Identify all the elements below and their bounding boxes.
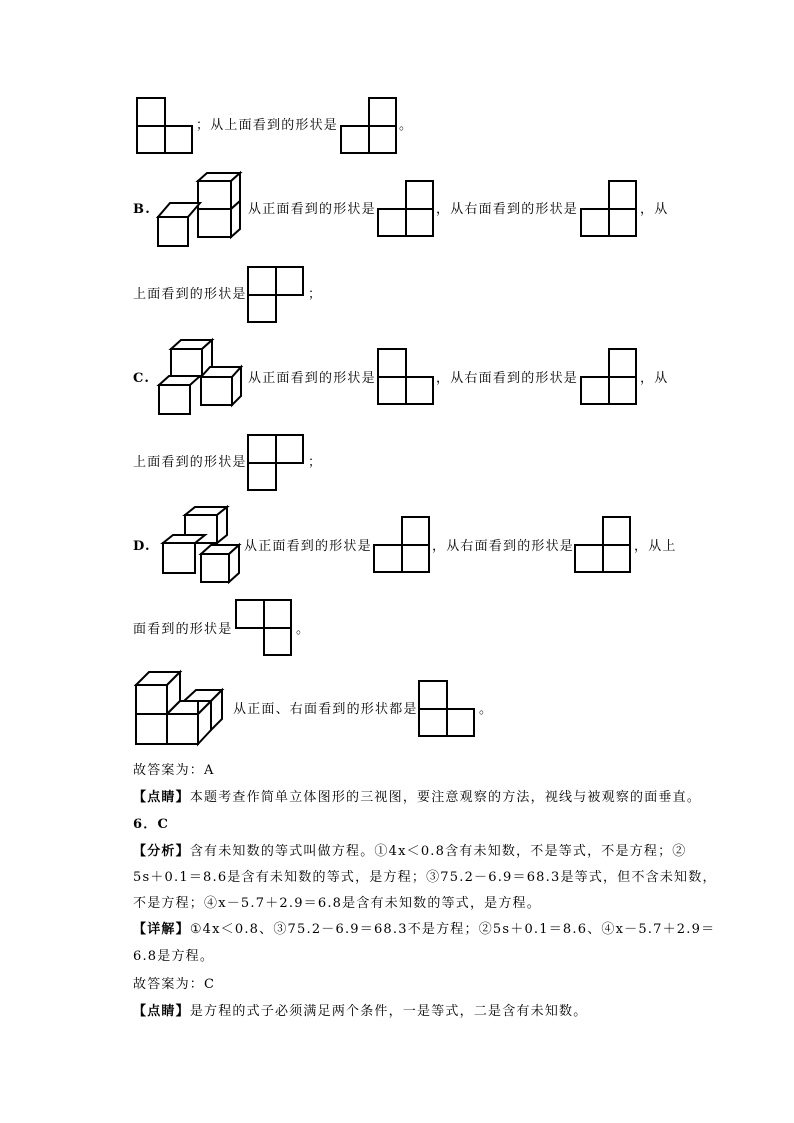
option-c-top-text: 上面看到的形状是: [133, 455, 247, 470]
comment-text: 本题考查作简单立体图形的三视图，要注意观察的方法，视线与被观察的面垂直。: [189, 790, 702, 805]
answer-line-2: 故答案为：C: [133, 977, 216, 992]
option-d-top-text: 面看到的形状是: [133, 622, 233, 637]
comment-paragraph-1: [133, 790, 701, 806]
final-shape-end-mark: 。: [479, 702, 494, 717]
comment-text: 是方程的式子必须满足两个条件，一是等式，二是含有未知数。: [189, 1004, 588, 1019]
option-a-top-view-text: ；从上面看到的形状是: [196, 118, 339, 133]
comment-tag: 【点睛】: [133, 1004, 190, 1019]
view-mirrored-l-icon: [377, 180, 435, 238]
option-c-tail: ，从: [640, 371, 669, 386]
detail-tag: 【详解】: [133, 922, 190, 937]
analysis-line-3: 不是方程；④x－5.7＋2.9＝6.8是含有未知数的等式，是方程。: [133, 896, 541, 911]
view-mirrored-l-icon: [580, 180, 638, 238]
comment-tag: 【点睛】: [133, 790, 190, 805]
option-d-front-text: 从正面看到的形状是: [244, 539, 372, 554]
detail-line-1: [133, 922, 715, 938]
option-d-label: D.: [133, 539, 151, 554]
detail-text-1: ①4x＜0.8、③75.2－6.9＝68.3不是方程；②5s＋0.1＝8.6、④x－5.7＋2.9＝: [189, 922, 716, 937]
option-c-front-text: 从正面看到的形状是: [248, 371, 376, 386]
analysis-text-1: 含有未知数的等式叫做方程。①4x＜0.8含有未知数，不是等式，不是方程；②: [189, 844, 687, 859]
view-mirrored-l-icon: [340, 97, 398, 155]
analysis-line-1: [133, 844, 687, 860]
option-b-right-text: ，从右面看到的形状是: [436, 202, 579, 217]
analysis-line-2: 5s＋0.1＝8.6是含有未知数的等式，是方程；③75.2－6.9＝68.3是等式，但不含未知数，: [133, 870, 717, 885]
view-l-shape-icon: [418, 680, 476, 738]
option-b-end-mark: ；: [308, 287, 323, 302]
view-l-shape-icon: [136, 97, 194, 155]
option-a-end-mark: 。: [399, 118, 414, 133]
option-b-top-text: 上面看到的形状是: [133, 287, 247, 302]
option-d-end-mark: 。: [296, 622, 311, 637]
view-mirrored-l-icon: [574, 516, 632, 574]
option-b-label: B.: [133, 202, 151, 217]
view-reversed-gamma-icon: [235, 599, 293, 657]
option-c-right-text: ，从右面看到的形状是: [436, 371, 579, 386]
cube-stack-b-icon: [155, 172, 245, 247]
answer-line-1: 故答案为：A: [133, 763, 215, 778]
detail-line-2: 6.8是方程。: [133, 949, 215, 964]
comment-paragraph-2: [133, 1004, 587, 1020]
option-c-label: C.: [133, 371, 151, 386]
view-l-shape-icon: [377, 348, 435, 406]
option-d-tail: ，从上: [634, 539, 677, 554]
question-6-answer: 6．C: [133, 817, 169, 832]
view-mirrored-l-icon: [373, 516, 431, 574]
view-mirrored-l-icon: [580, 348, 638, 406]
option-b-tail: ，从: [640, 202, 669, 217]
cube-stack-answer-icon: [134, 668, 229, 746]
final-shape-text: 从正面、右面看到的形状都是: [233, 702, 418, 717]
cube-stack-d-icon: [155, 505, 245, 585]
option-c-end-mark: ；: [308, 455, 323, 470]
cube-stack-c-icon: [155, 338, 247, 416]
analysis-tag: 【分析】: [133, 844, 190, 859]
view-t-shape-icon: [247, 434, 305, 492]
option-d-right-text: ，从右面看到的形状是: [432, 539, 575, 554]
option-b-front-text: 从正面看到的形状是: [248, 202, 376, 217]
view-t-shape-icon: [247, 266, 305, 324]
